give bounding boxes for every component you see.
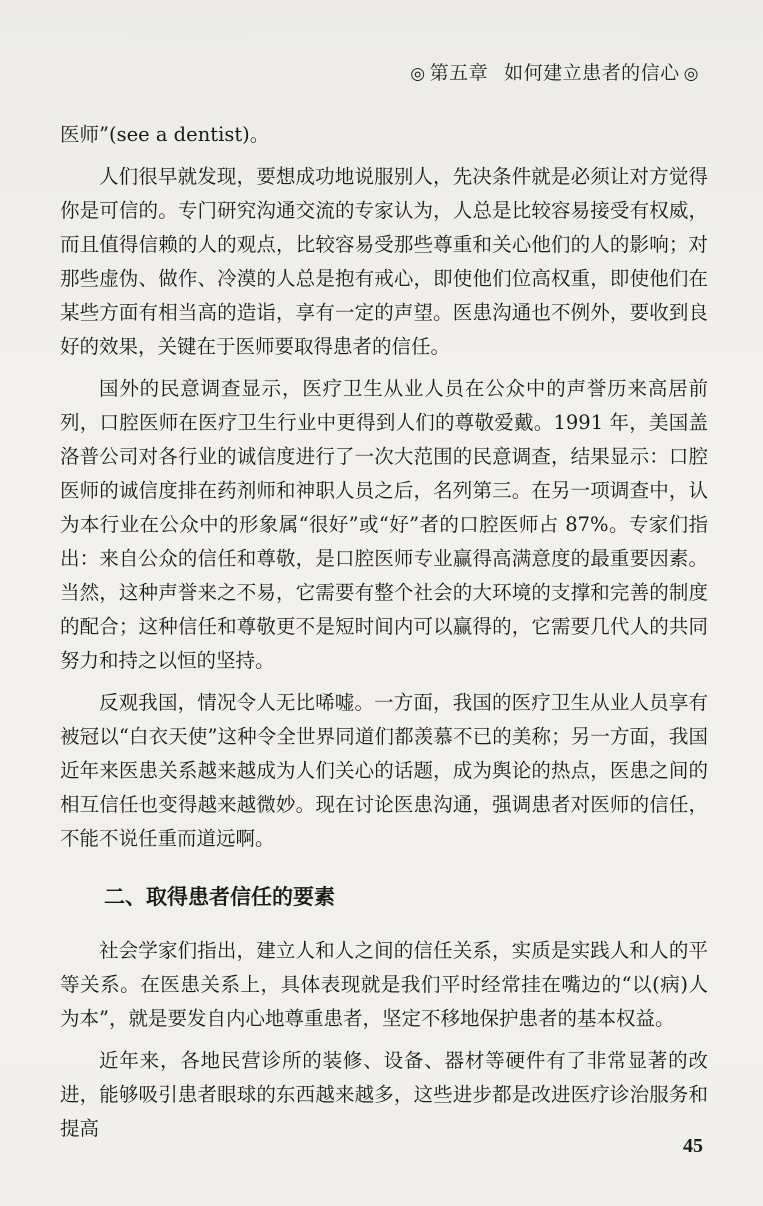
- chapter-label: 第五章: [429, 62, 489, 84]
- paragraph: 人们很早就发现，要想成功地说服别人，先决条件就是必须让对方觉得你是可信的。专门研究沟通交流的专家认为，人总是比较容易接受有权威，而且值得信赖的人的观点，比较容易受那些尊重和关心他们的人的影响；对那些虚伪、做作、冷漠的人总是抱有戒心，即使他们位高权重，即使他们在某些方面有相当高的造诣，享有一定的声望。医患沟通也不例外，要收到良好的效果，关键在于医师要取得患者的信任。: [60, 165, 708, 358]
- body-text: [60, 118, 708, 1154]
- page-number: 45: [683, 1135, 703, 1157]
- paragraph: 国外的民意调查显示，医疗卫生从业人员在公众中的声誉历来高居前列，口腔医师在医疗卫生行业中更得到人们的尊敬爱戴。1991 年，美国盖洛普公司对各行业的诚信度进行了一次大范围的民意调查，结果显示：口腔医师的诚信度排在药剂师和神职人员之后，名列第三。在另一项调查中，认为本行业在公众中的形象属“很好”或“好”者的口腔医师占 87%。专家们指出：来自公众的信任和尊敬，是口腔医师专业赢得高满意度的最重要因素。当然，这种声誉来之不易，它需要有整个社会的大环境的支撑和完善的制度的配合；这种信任和尊敬更不是短时间内可以赢得的，它需要几代人的共同努力和持之以恒的坚持。: [60, 377, 708, 672]
- paragraph: 反观我国，情况令人无比唏嘘。一方面，我国的医疗卫生从业人员享有被冠以“白衣天使”这种令全世界同道们都羡慕不已的美称；另一方面，我国近年来医患关系越来越成为人们关心的话题，成为舆论的热点，医患之间的相互信任也变得越来越微妙。现在讨论医患沟通，强调患者对医师的信任，不能不说任重而道远啊。: [60, 691, 708, 850]
- circle-marker-right-icon: ◎: [683, 64, 699, 84]
- circle-marker-left-icon: ◎: [410, 64, 426, 84]
- section-heading: 二、取得患者信任的要素: [104, 885, 335, 909]
- running-header: [406, 58, 703, 85]
- chapter-title: 如何建立患者的信心: [504, 62, 680, 84]
- paragraph: 近年来，各地民营诊所的装修、设备、器材等硬件有了非常显著的改进，能够吸引患者眼球的东西越来越多，这些进步都是改进医疗诊治服务和提高: [60, 1049, 708, 1140]
- paragraph: 社会学家们指出，建立人和人之间的信任关系，实质是实践人和人的平等关系。在医患关系上，具体表现就是我们平时经常挂在嘴边的“以(病)人为本”，就是要发自内心地尊重患者，坚定不移地保护患者的基本权益。: [60, 939, 708, 1030]
- paragraph-continuation: 医师”(see a dentist)。: [60, 123, 270, 146]
